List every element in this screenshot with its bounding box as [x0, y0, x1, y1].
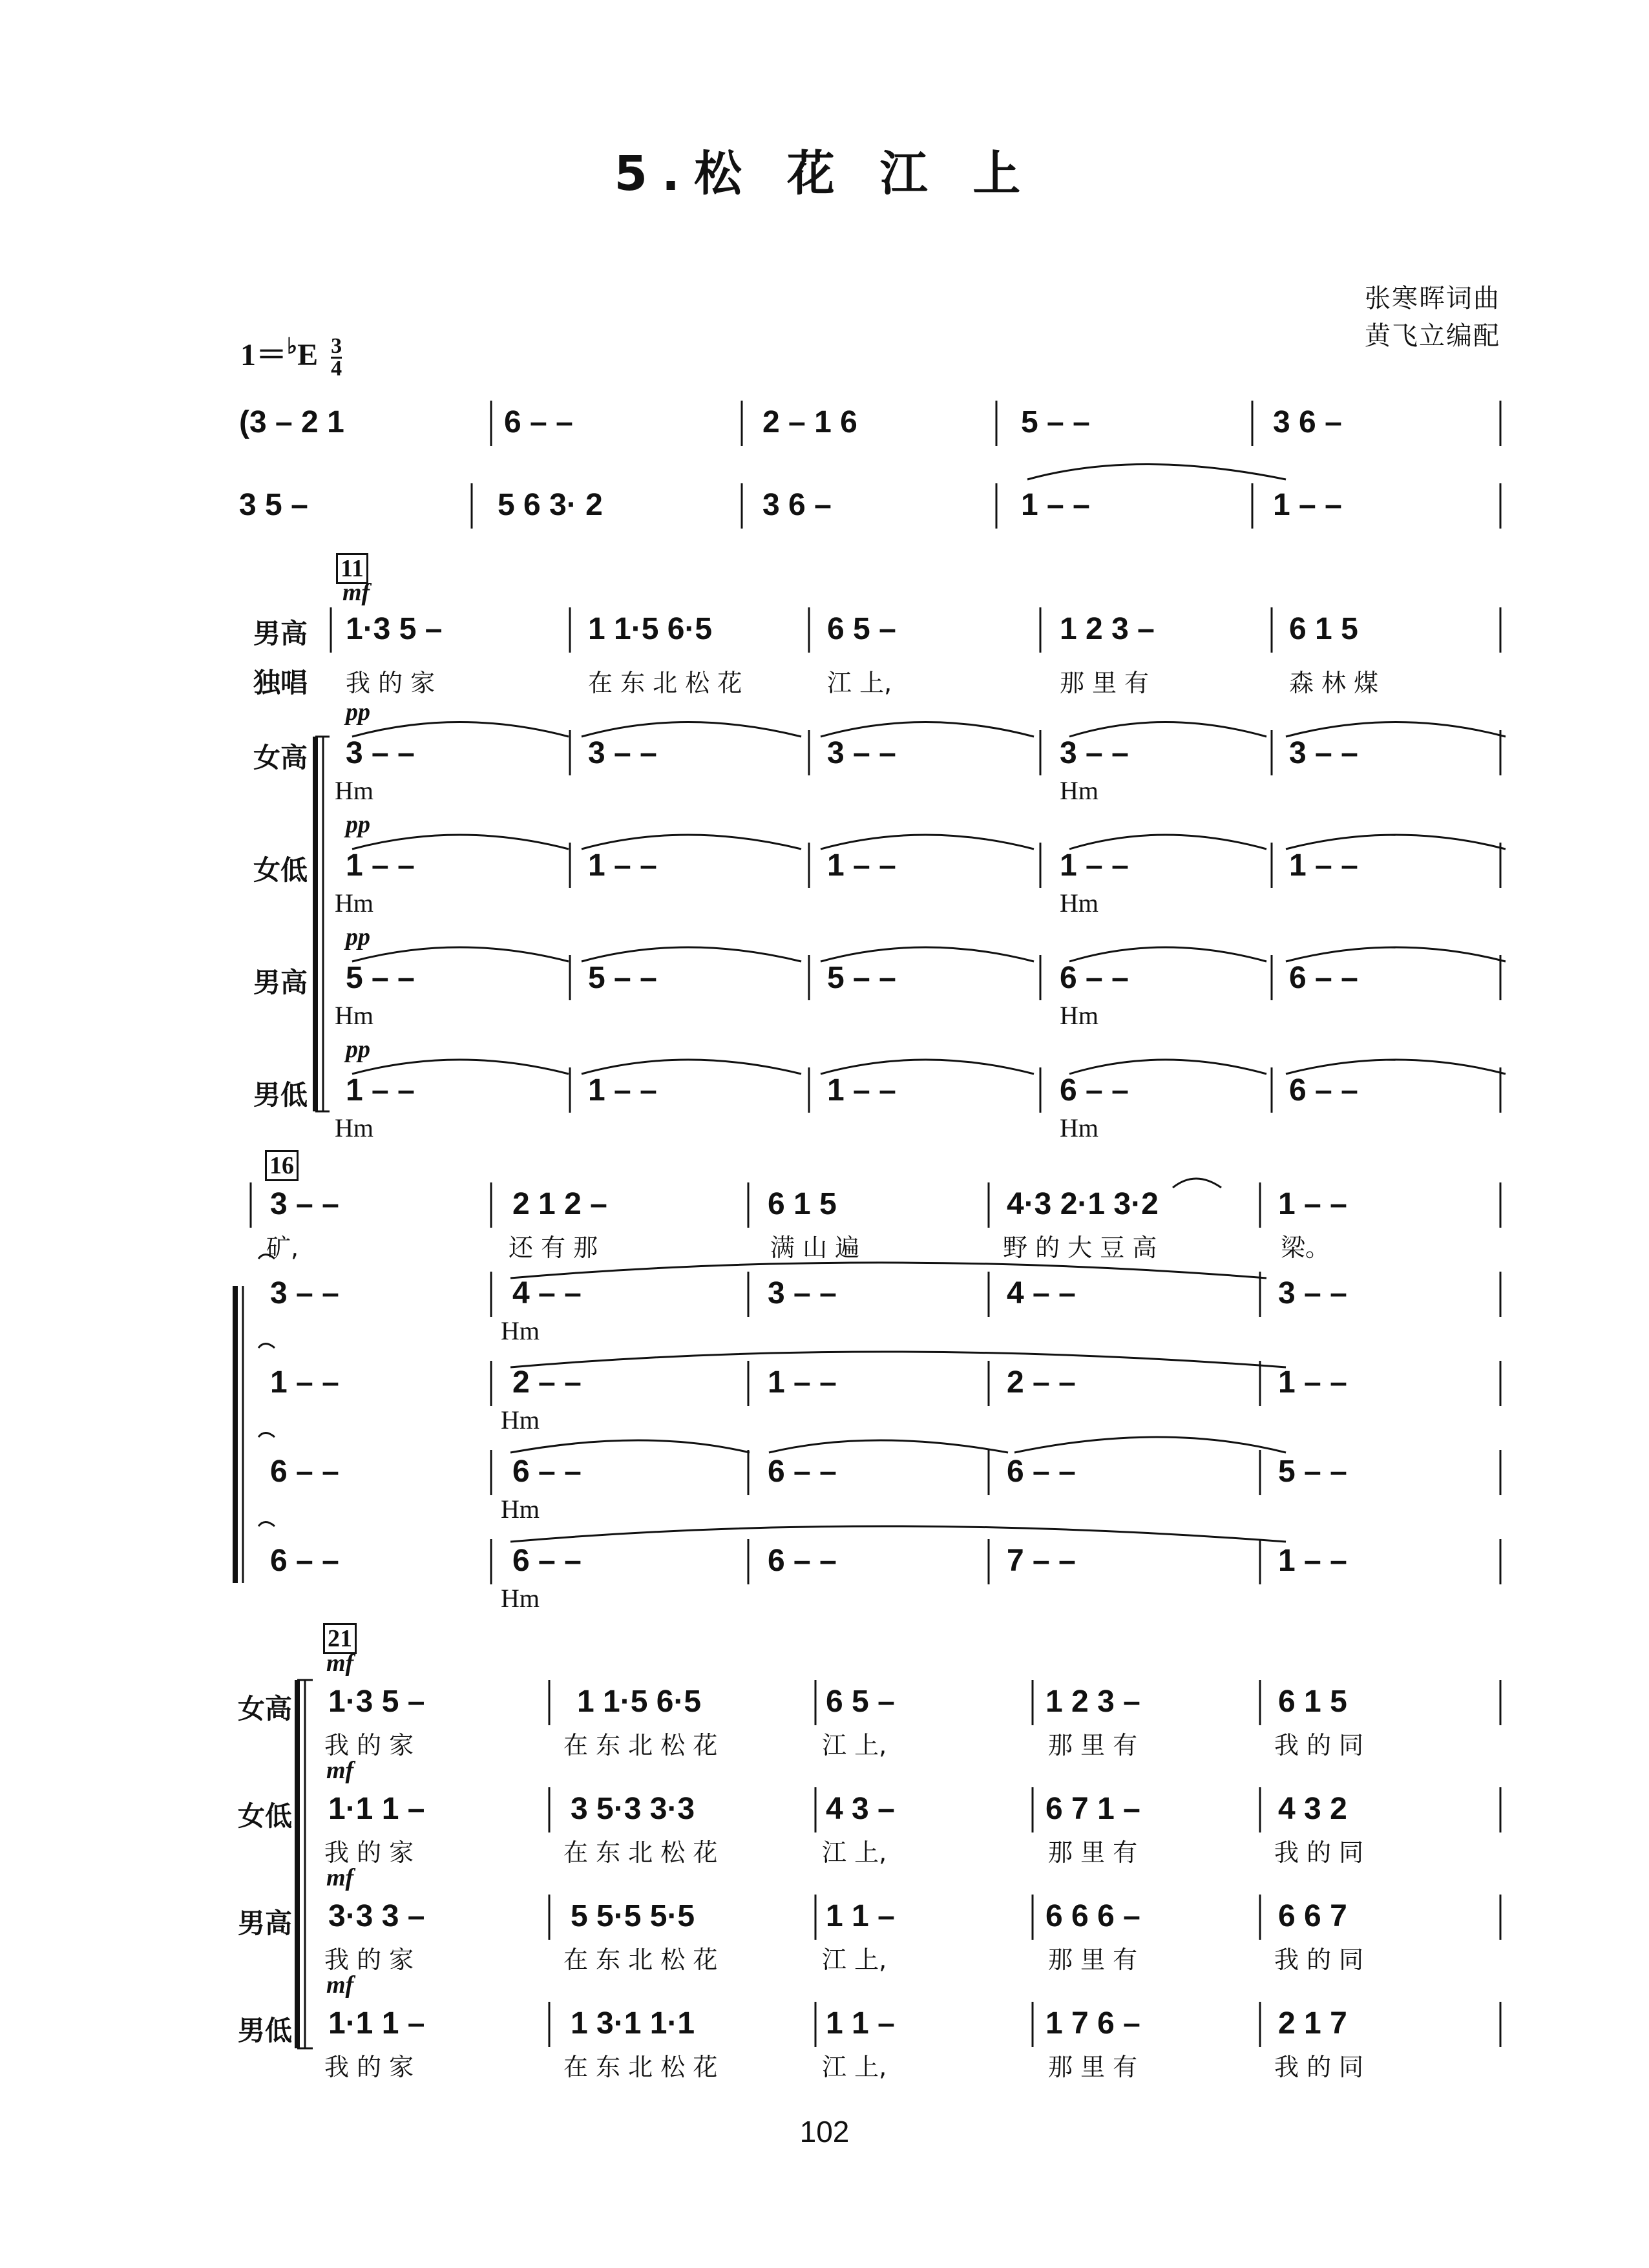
s3-bass-m3: 1 1 –	[826, 2006, 895, 2041]
s2-ten-m2: 6 – –	[512, 1454, 582, 1489]
s3-sop-m5: 6 1 5	[1278, 1685, 1347, 1719]
s2-bass-m1: 6 – –	[270, 1544, 339, 1578]
s3-lyr-bass-m1: 我 的 家	[324, 2053, 414, 2081]
hm-label: Hm	[1060, 776, 1098, 805]
s1-solo-m5: 6 1 5	[1289, 612, 1358, 646]
s1-ten-m2: 5 – –	[588, 961, 657, 995]
s3-lyr-sop-m2: 在 东 北 松 花	[563, 1731, 718, 1759]
intro2-m2: 5 6 3· 2	[498, 488, 603, 522]
s3-alto-m2: 3 5·3 3·3	[571, 1792, 695, 1826]
s1-solo-m2: 1 1·5 6·5	[588, 612, 713, 646]
s3-alto-m5: 4 3 2	[1278, 1792, 1347, 1826]
intro2-m1: 3 5 –	[239, 488, 308, 522]
s1-alto-m2: 1 – –	[588, 848, 657, 883]
intro1-m4: 5 – –	[1021, 405, 1090, 439]
s2-sop-m1: 3 – –	[270, 1276, 339, 1310]
s1-bass-m3: 1 – –	[827, 1073, 896, 1108]
s3-lyr-sop-m3: 江 上,	[822, 1731, 887, 1759]
s1-lyric-m1: 我 的 家	[346, 669, 436, 697]
s2-alto-m1: 1 – –	[270, 1365, 339, 1400]
s3-lyr-ten-m2: 在 东 北 松 花	[563, 1946, 718, 1974]
key-note: E	[297, 338, 319, 372]
s3-ten-m5: 6 6 7	[1278, 1899, 1347, 1933]
rehearsal-mark-11: 11	[336, 553, 368, 584]
hm-label: Hm	[501, 1405, 540, 1434]
dynamic-mf-sop: mf	[326, 1650, 354, 1677]
s2-lyric-m5: 梁。	[1281, 1234, 1330, 1262]
part-label-tenor: 男高	[238, 1907, 293, 1939]
s2-bass-m2: 6 – –	[512, 1544, 582, 1578]
dynamic-mf-bass: mf	[326, 1971, 354, 1999]
s3-sop-m4: 1 2 3 –	[1045, 1685, 1140, 1719]
s1-solo-m3: 6 5 –	[827, 612, 896, 646]
s3-lyr-alto-m3: 江 上,	[822, 1838, 887, 1867]
s2-sop-m5: 3 – –	[1278, 1276, 1347, 1310]
s2-ten-m5: 5 – –	[1278, 1454, 1347, 1489]
arranger-credit: 黄飞立编配	[1365, 321, 1500, 351]
key-prefix: 1＝	[240, 338, 288, 372]
s1-lyric-m5: 森 林 煤	[1289, 669, 1379, 697]
s2-alto-m2: 2 – –	[512, 1365, 582, 1400]
s1-lyric-m2: 在 东 北 松 花	[588, 669, 742, 697]
s1-alto-m5: 1 – –	[1289, 848, 1358, 883]
s3-lyr-ten-m4: 那 里 有	[1048, 1946, 1138, 1974]
hm-label: Hm	[335, 1113, 373, 1142]
part-label-tenor: 男高	[253, 967, 308, 998]
s3-lyr-sop-m5: 我 的 同	[1274, 1731, 1364, 1759]
s3-sop-m3: 6 5 –	[826, 1685, 895, 1719]
s1-alto-m1: 1 – –	[346, 848, 415, 883]
s2-sop-m3: 3 – –	[768, 1276, 837, 1310]
s2-ten-m4: 6 – –	[1007, 1454, 1076, 1489]
part-label-soprano: 女高	[238, 1693, 293, 1725]
s3-bass-m4: 1 7 6 –	[1045, 2006, 1140, 2041]
s3-alto-m3: 4 3 –	[826, 1792, 895, 1826]
s3-bass-m2: 1 3·1 1·1	[571, 2006, 695, 2041]
hm-label: Hm	[1060, 1113, 1098, 1142]
s2-lyric-m4: 野 的 大 豆 高	[1003, 1234, 1157, 1262]
hm-label: Hm	[1060, 1001, 1098, 1030]
s1-sop-m5: 3 – –	[1289, 736, 1358, 770]
intro1-m3: 2 – 1 6	[762, 405, 857, 439]
page-title: 5.松 花 江 上	[614, 146, 1035, 202]
part-label-bass: 男低	[253, 1079, 308, 1111]
s3-ten-m2: 5 5·5 5·5	[571, 1899, 695, 1933]
hm-label: Hm	[335, 776, 373, 805]
s1-sop-m4: 3 – –	[1060, 736, 1129, 770]
s3-lyr-bass-m2: 在 东 北 松 花	[563, 2053, 718, 2081]
s3-lyr-alto-m4: 那 里 有	[1048, 1838, 1138, 1867]
s2-alto-m5: 1 – –	[1278, 1365, 1347, 1400]
intro1-m5: 3 6 –	[1273, 405, 1342, 439]
s1-bass-m4: 6 – –	[1060, 1073, 1129, 1108]
s2-solo-m3: 6 1 5	[768, 1187, 837, 1221]
dynamic-mf-alto: mf	[326, 1757, 354, 1784]
intro1-m2: 6 – –	[504, 405, 573, 439]
hm-label: Hm	[501, 1495, 540, 1524]
s3-lyr-ten-m3: 江 上,	[822, 1946, 887, 1974]
s1-ten-m1: 5 – –	[346, 961, 415, 995]
s3-lyr-sop-m1: 我 的 家	[324, 1731, 414, 1759]
dynamic-mf-tenor: mf	[326, 1864, 354, 1891]
s2-lyric-m1: 矿,	[266, 1234, 299, 1262]
s3-lyr-ten-m5: 我 的 同	[1274, 1946, 1364, 1974]
s3-sop-m2: 1 1·5 6·5	[577, 1685, 702, 1719]
s3-bass-m5: 2 1 7	[1278, 2006, 1347, 2041]
s2-alto-m4: 2 – –	[1007, 1365, 1076, 1400]
hm-label: Hm	[501, 1584, 540, 1613]
s1-sop-m1: 3 – –	[346, 736, 415, 770]
part-label-alto: 女低	[253, 854, 308, 886]
s3-bass-m1: 1·1 1 –	[328, 2006, 425, 2041]
s3-lyr-ten-m1: 我 的 家	[324, 1946, 414, 1974]
s2-bass-m5: 1 – –	[1278, 1544, 1347, 1578]
s1-alto-m3: 1 – –	[827, 848, 896, 883]
s3-lyr-alto-m2: 在 东 北 松 花	[563, 1838, 718, 1867]
s1-sop-m3: 3 – –	[827, 736, 896, 770]
intro2-m5: 1 – –	[1273, 488, 1342, 522]
time-top: 3	[331, 334, 342, 359]
s2-lyric-m2: 还 有 那	[509, 1234, 598, 1262]
s2-sop-m2: 4 – –	[512, 1276, 582, 1310]
s2-bass-m3: 6 – –	[768, 1544, 837, 1578]
hm-label: Hm	[501, 1316, 540, 1345]
intro2-m3: 3 6 –	[762, 488, 832, 522]
s1-lyric-m4: 那 里 有	[1060, 669, 1150, 697]
part-label-solo-tenor: 男高	[253, 618, 308, 649]
rehearsal-mark-21: 21	[323, 1623, 357, 1654]
s1-solo-m1: 1·3 5 –	[346, 612, 443, 646]
lyricist-credit: 张寒晖词曲	[1365, 284, 1500, 313]
s2-ten-m1: 6 – –	[270, 1454, 339, 1489]
s1-lyric-m3: 江 上,	[827, 669, 892, 697]
s3-lyr-alto-m1: 我 的 家	[324, 1838, 414, 1867]
s2-lyric-m3: 满 山 遍	[770, 1234, 860, 1262]
s1-sop-m2: 3 – –	[588, 736, 657, 770]
part-label-solo: 独唱	[253, 667, 308, 698]
dynamic-pp-sop: pp	[346, 698, 370, 726]
s1-solo-m4: 1 2 3 –	[1060, 612, 1155, 646]
s2-solo-m2: 2 1 2 –	[512, 1187, 607, 1221]
s1-bass-m2: 1 – –	[588, 1073, 657, 1108]
intro2-m4: 1 – –	[1021, 488, 1090, 522]
hm-label: Hm	[1060, 888, 1098, 918]
page-number: 102	[799, 2115, 850, 2148]
time-bottom: 4	[331, 357, 342, 381]
s2-solo-m1: 3 – –	[270, 1187, 339, 1221]
s3-lyr-bass-m4: 那 里 有	[1048, 2053, 1138, 2081]
s3-lyr-bass-m5: 我 的 同	[1274, 2053, 1364, 2081]
s2-alto-m3: 1 – –	[768, 1365, 837, 1400]
s3-lyr-bass-m3: 江 上,	[822, 2053, 887, 2081]
s3-sop-m1: 1·3 5 –	[328, 1685, 425, 1719]
s1-bass-m1: 1 – –	[346, 1073, 415, 1108]
s3-alto-m1: 1·1 1 –	[328, 1792, 425, 1826]
s3-alto-m4: 6 7 1 –	[1045, 1792, 1140, 1826]
hm-label: Hm	[335, 1001, 373, 1030]
part-label-alto: 女低	[238, 1800, 293, 1832]
dynamic-mf: mf	[342, 579, 370, 606]
s2-sop-m4: 4 – –	[1007, 1276, 1076, 1310]
part-label-soprano: 女高	[253, 742, 308, 773]
s2-ten-m3: 6 – –	[768, 1454, 837, 1489]
rehearsal-mark-16: 16	[265, 1150, 299, 1181]
s1-alto-m4: 1 – –	[1060, 848, 1129, 883]
s3-ten-m4: 6 6 6 –	[1045, 1899, 1140, 1933]
flat-sign: ♭	[287, 335, 298, 359]
dynamic-pp-bass: pp	[346, 1036, 370, 1063]
dynamic-pp-alto: pp	[346, 811, 370, 838]
s3-lyr-sop-m4: 那 里 有	[1048, 1731, 1138, 1759]
s1-ten-m4: 6 – –	[1060, 961, 1129, 995]
s2-solo-m5: 1 – –	[1278, 1187, 1347, 1221]
s2-bass-m4: 7 – –	[1007, 1544, 1076, 1578]
intro1-m1: (3 – 2 1	[239, 405, 344, 439]
s1-ten-m3: 5 – –	[827, 961, 896, 995]
part-label-bass: 男低	[238, 2015, 293, 2046]
s3-ten-m1: 3·3 3 –	[328, 1899, 425, 1933]
s1-ten-m5: 6 – –	[1289, 961, 1358, 995]
s1-bass-m5: 6 – –	[1289, 1073, 1358, 1108]
dynamic-pp-tenor: pp	[346, 923, 370, 950]
s3-lyr-alto-m5: 我 的 同	[1274, 1838, 1364, 1867]
s2-solo-m4: 4·3 2·1 3·2	[1007, 1187, 1159, 1221]
s3-ten-m3: 1 1 –	[826, 1899, 895, 1933]
hm-label: Hm	[335, 888, 373, 918]
